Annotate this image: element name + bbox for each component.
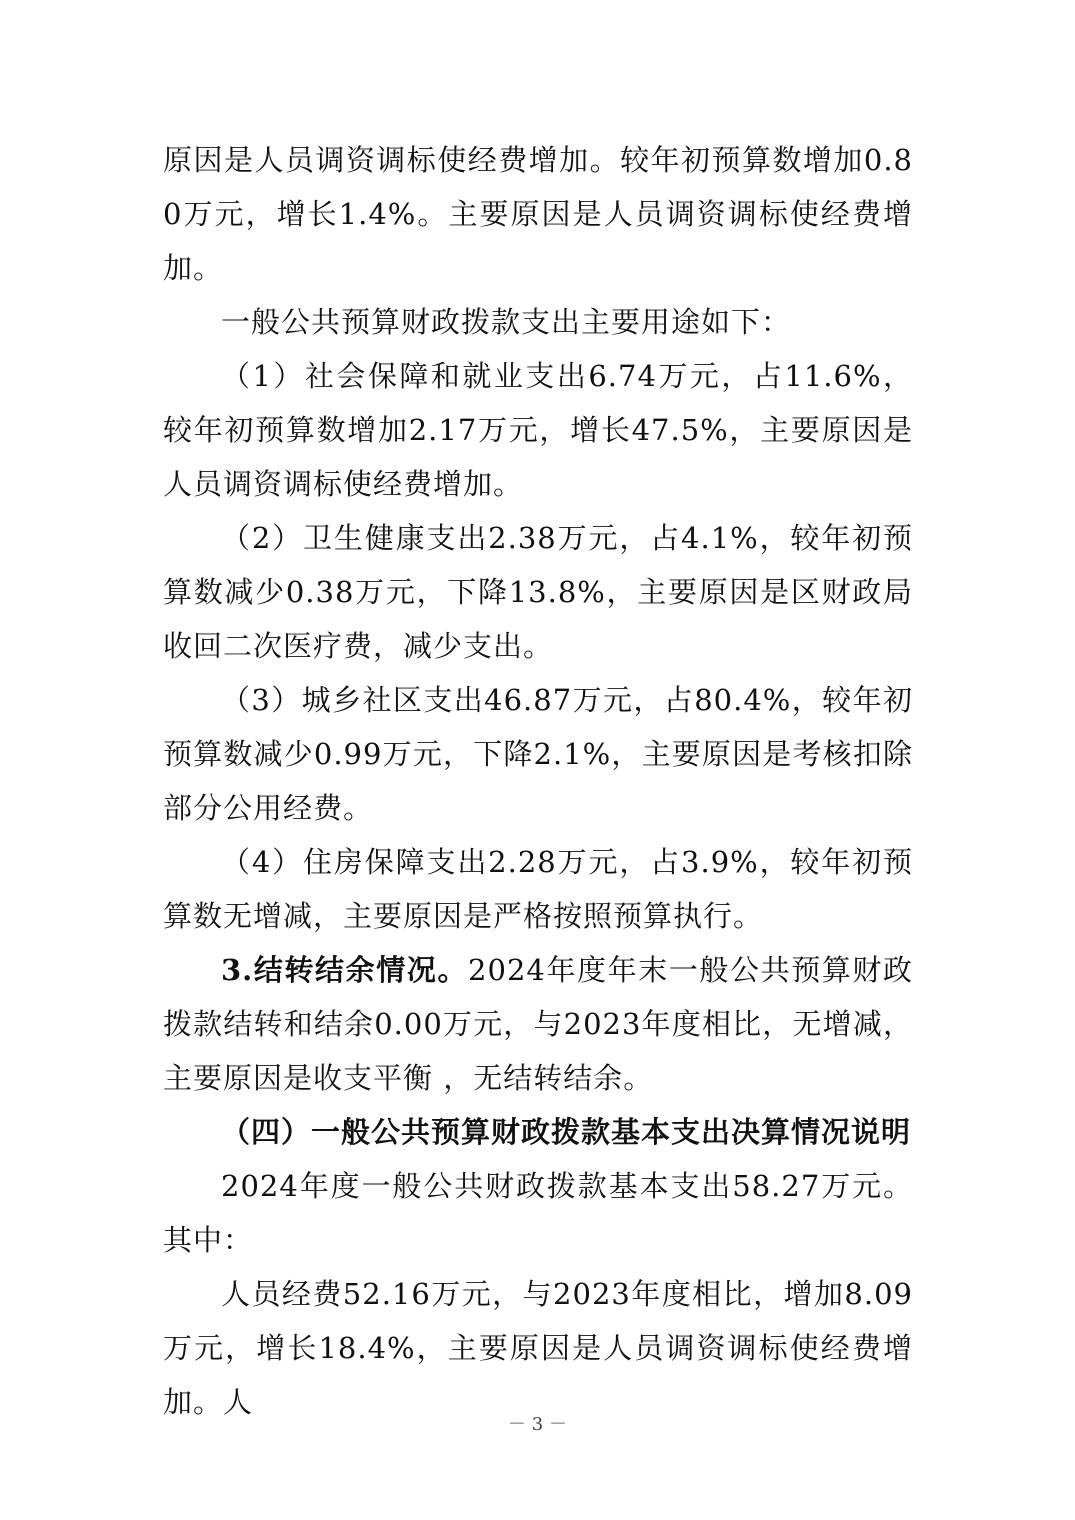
paragraph-housing: （4）住房保障支出2.28万元，占3.9%，较年初预算数无增减，主要原因是严格按照预算执行。 bbox=[163, 845, 913, 933]
paragraph-urban-rural: （3）城乡社区支出46.87万元，占80.4%，较年初预算数减少0.99万元，下降2.1%，主要原因是考核扣除部分公用经费。 bbox=[163, 683, 913, 825]
carryover-text: 2024年度年末一般公共预算财政拨款结转和结余0.00万元，与2023年度相比，无增减，主要原因是收支平衡 ，无结转结余。 bbox=[163, 953, 913, 1095]
paragraph-personnel-cost: 人员经费52.16万元，与2023年度相比，增加8.09万元，增长18.4%，主要原因是人员调资调标使经费增加。人 bbox=[163, 1277, 913, 1419]
page-number: － 3 － bbox=[508, 1414, 567, 1435]
paragraph-continuation: 原因是人员调资调标使经费增加。较年初预算数增加0.80万元，增长1.4%。主要原因是人员调资调标使经费增加。 bbox=[163, 143, 913, 285]
carryover-label: 3.结转结余情况。 bbox=[221, 953, 469, 987]
paragraph-usage-intro: 一般公共预算财政拨款支出主要用途如下： bbox=[221, 305, 792, 339]
section-heading: （四）一般公共预算财政拨款基本支出决算情况说明 bbox=[221, 1115, 912, 1149]
paragraph-carryover bbox=[163, 943, 913, 1105]
paragraph-health: （2）卫生健康支出2.38万元，占4.1%，较年初预算数减少0.38万元，下降13.8%，主要原因是区财政局收回二次医疗费，减少支出。 bbox=[163, 521, 913, 663]
page-body bbox=[163, 133, 913, 1429]
paragraph-basic-expenditure: 2024年度一般公共财政拨款基本支出58.27万元。其中： bbox=[163, 1169, 913, 1257]
paragraph-social-security: （1）社会保障和就业支出6.74万元，占11.6%，较年初预算数增加2.17万元，增长47.5%，主要原因是人员调资调标使经费增加。 bbox=[163, 359, 913, 501]
